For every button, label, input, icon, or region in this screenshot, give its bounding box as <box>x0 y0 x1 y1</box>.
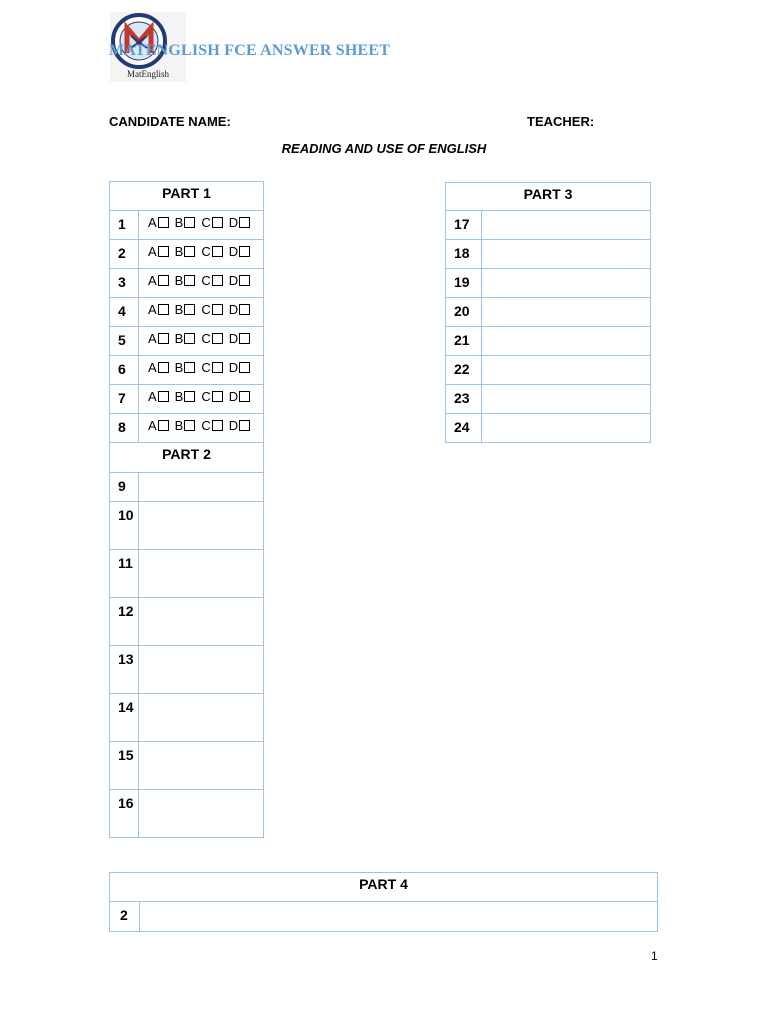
option-label: A <box>148 244 157 259</box>
option-checkbox[interactable] <box>158 275 169 286</box>
answer-field[interactable] <box>139 502 264 550</box>
table-row <box>110 694 264 742</box>
question-number: 9 <box>110 473 139 502</box>
answer-field[interactable] <box>482 356 651 385</box>
option-label: B <box>174 360 184 375</box>
answer-field[interactable] <box>139 742 264 790</box>
question-number: 14 <box>110 694 139 742</box>
option-label: A <box>148 273 157 288</box>
option-checkbox[interactable] <box>239 217 250 228</box>
option-checkbox[interactable] <box>212 362 223 373</box>
option-label: B <box>174 215 184 230</box>
table-row <box>110 646 264 694</box>
option-checkbox[interactable] <box>212 420 223 431</box>
question-number: 7 <box>110 385 139 414</box>
question-number: 8 <box>110 414 139 443</box>
page-title: MATENGLISH FCE ANSWER SHEET <box>109 42 391 59</box>
table-row <box>110 598 264 646</box>
part4-header-row <box>110 873 658 902</box>
option-label: D <box>228 418 239 433</box>
table-row <box>110 298 264 327</box>
option-checkbox[interactable] <box>184 362 195 373</box>
answer-field[interactable] <box>482 211 651 240</box>
option-label: A <box>148 302 157 317</box>
table-row <box>110 473 264 502</box>
question-number: 17 <box>446 211 482 240</box>
option-label: C <box>201 215 211 230</box>
option-checkbox[interactable] <box>158 217 169 228</box>
option-checkbox[interactable] <box>212 391 223 402</box>
option-label: D <box>228 273 239 288</box>
option-checkbox[interactable] <box>184 275 195 286</box>
option-checkbox[interactable] <box>158 304 169 315</box>
table-row <box>446 327 651 356</box>
table-row <box>446 269 651 298</box>
option-label: B <box>174 302 184 317</box>
table-row <box>110 550 264 598</box>
question-number: 10 <box>110 502 139 550</box>
option-label: C <box>201 418 211 433</box>
question-number: 5 <box>110 327 139 356</box>
table-row <box>446 211 651 240</box>
option-label: C <box>201 302 211 317</box>
option-checkbox[interactable] <box>212 304 223 315</box>
answer-field[interactable] <box>482 298 651 327</box>
answer-options <box>139 211 264 240</box>
option-checkbox[interactable] <box>212 275 223 286</box>
answer-field[interactable] <box>139 694 264 742</box>
part3-header-row <box>446 183 651 211</box>
option-label: B <box>174 273 184 288</box>
option-checkbox[interactable] <box>184 304 195 315</box>
option-label: C <box>201 273 211 288</box>
answer-field[interactable] <box>482 385 651 414</box>
option-checkbox[interactable] <box>184 333 195 344</box>
question-number: 15 <box>110 742 139 790</box>
option-checkbox[interactable] <box>158 420 169 431</box>
answer-field[interactable] <box>140 902 658 932</box>
option-checkbox[interactable] <box>239 391 250 402</box>
part2-header-row <box>110 443 264 473</box>
answer-options <box>139 298 264 327</box>
question-number: 24 <box>446 414 482 443</box>
table-row <box>446 240 651 269</box>
question-number: 1 <box>110 211 139 240</box>
option-label: D <box>228 244 239 259</box>
option-label: D <box>228 302 239 317</box>
option-label: B <box>174 389 184 404</box>
answer-options <box>139 327 264 356</box>
table-row <box>110 327 264 356</box>
option-label: C <box>201 360 211 375</box>
part2-title: PART 2 <box>110 443 264 473</box>
question-number: 16 <box>110 790 139 838</box>
question-number: 2 <box>110 902 140 932</box>
option-checkbox[interactable] <box>158 362 169 373</box>
option-checkbox[interactable] <box>239 333 250 344</box>
table-row <box>110 269 264 298</box>
option-checkbox[interactable] <box>239 304 250 315</box>
answer-options <box>139 356 264 385</box>
option-label: B <box>174 331 184 346</box>
table-row <box>446 356 651 385</box>
option-checkbox[interactable] <box>239 362 250 373</box>
option-label: C <box>201 331 211 346</box>
question-number: 23 <box>446 385 482 414</box>
option-checkbox[interactable] <box>212 333 223 344</box>
question-number: 2 <box>110 240 139 269</box>
question-number: 11 <box>110 550 139 598</box>
question-number: 18 <box>446 240 482 269</box>
table-row <box>446 414 651 443</box>
option-label: A <box>148 389 157 404</box>
part1-title: PART 1 <box>110 182 264 211</box>
candidate-name-label: CANDIDATE NAME: <box>109 114 231 129</box>
answer-field[interactable] <box>482 240 651 269</box>
option-label: D <box>228 215 239 230</box>
table-row <box>446 385 651 414</box>
table-row <box>446 298 651 327</box>
svg-text:MatEnglish: MatEnglish <box>127 69 169 79</box>
teacher-label: TEACHER: <box>527 114 595 129</box>
part3-title: PART 3 <box>446 183 651 211</box>
question-number: 4 <box>110 298 139 327</box>
option-checkbox[interactable] <box>158 333 169 344</box>
answer-field[interactable] <box>139 598 264 646</box>
table-row <box>110 211 264 240</box>
table-row <box>110 502 264 550</box>
table-row <box>110 414 264 443</box>
part3-table <box>445 182 651 443</box>
option-label: A <box>148 215 157 230</box>
answer-field[interactable] <box>139 550 264 598</box>
option-checkbox[interactable] <box>184 420 195 431</box>
part4-table <box>109 872 658 932</box>
option-label: A <box>148 418 157 433</box>
option-label: C <box>201 244 211 259</box>
option-checkbox[interactable] <box>158 246 169 257</box>
option-label: D <box>228 360 239 375</box>
option-checkbox[interactable] <box>158 391 169 402</box>
section-title: READING AND USE OF ENGLISH <box>281 141 487 156</box>
answer-options <box>139 240 264 269</box>
answer-field[interactable] <box>139 473 264 502</box>
answer-options <box>139 414 264 443</box>
answer-options <box>139 385 264 414</box>
option-label: D <box>228 331 239 346</box>
table-row <box>110 790 264 838</box>
answer-field[interactable] <box>482 327 651 356</box>
option-checkbox[interactable] <box>184 246 195 257</box>
option-label: A <box>148 360 157 375</box>
option-label: A <box>148 331 157 346</box>
table-row <box>110 902 658 932</box>
option-checkbox[interactable] <box>239 246 250 257</box>
page-number: 1 <box>651 949 658 963</box>
answer-field[interactable] <box>482 269 651 298</box>
question-number: 6 <box>110 356 139 385</box>
answer-field[interactable] <box>482 414 651 443</box>
part1-header-row <box>110 182 264 211</box>
part1-table <box>109 181 264 838</box>
answer-field[interactable] <box>139 646 264 694</box>
option-checkbox[interactable] <box>239 420 250 431</box>
question-number: 12 <box>110 598 139 646</box>
question-number: 22 <box>446 356 482 385</box>
option-label: D <box>228 389 239 404</box>
option-label: C <box>201 389 211 404</box>
table-row <box>110 742 264 790</box>
answer-field[interactable] <box>139 790 264 838</box>
option-checkbox[interactable] <box>212 217 223 228</box>
answer-options <box>139 269 264 298</box>
option-label: B <box>174 418 184 433</box>
option-checkbox[interactable] <box>239 275 250 286</box>
option-label: B <box>174 244 184 259</box>
option-checkbox[interactable] <box>184 391 195 402</box>
question-number: 21 <box>446 327 482 356</box>
table-row <box>110 240 264 269</box>
question-number: 13 <box>110 646 139 694</box>
table-row <box>110 385 264 414</box>
option-checkbox[interactable] <box>212 246 223 257</box>
table-row <box>110 356 264 385</box>
question-number: 3 <box>110 269 139 298</box>
question-number: 20 <box>446 298 482 327</box>
option-checkbox[interactable] <box>184 217 195 228</box>
part4-title: PART 4 <box>110 873 658 902</box>
question-number: 19 <box>446 269 482 298</box>
